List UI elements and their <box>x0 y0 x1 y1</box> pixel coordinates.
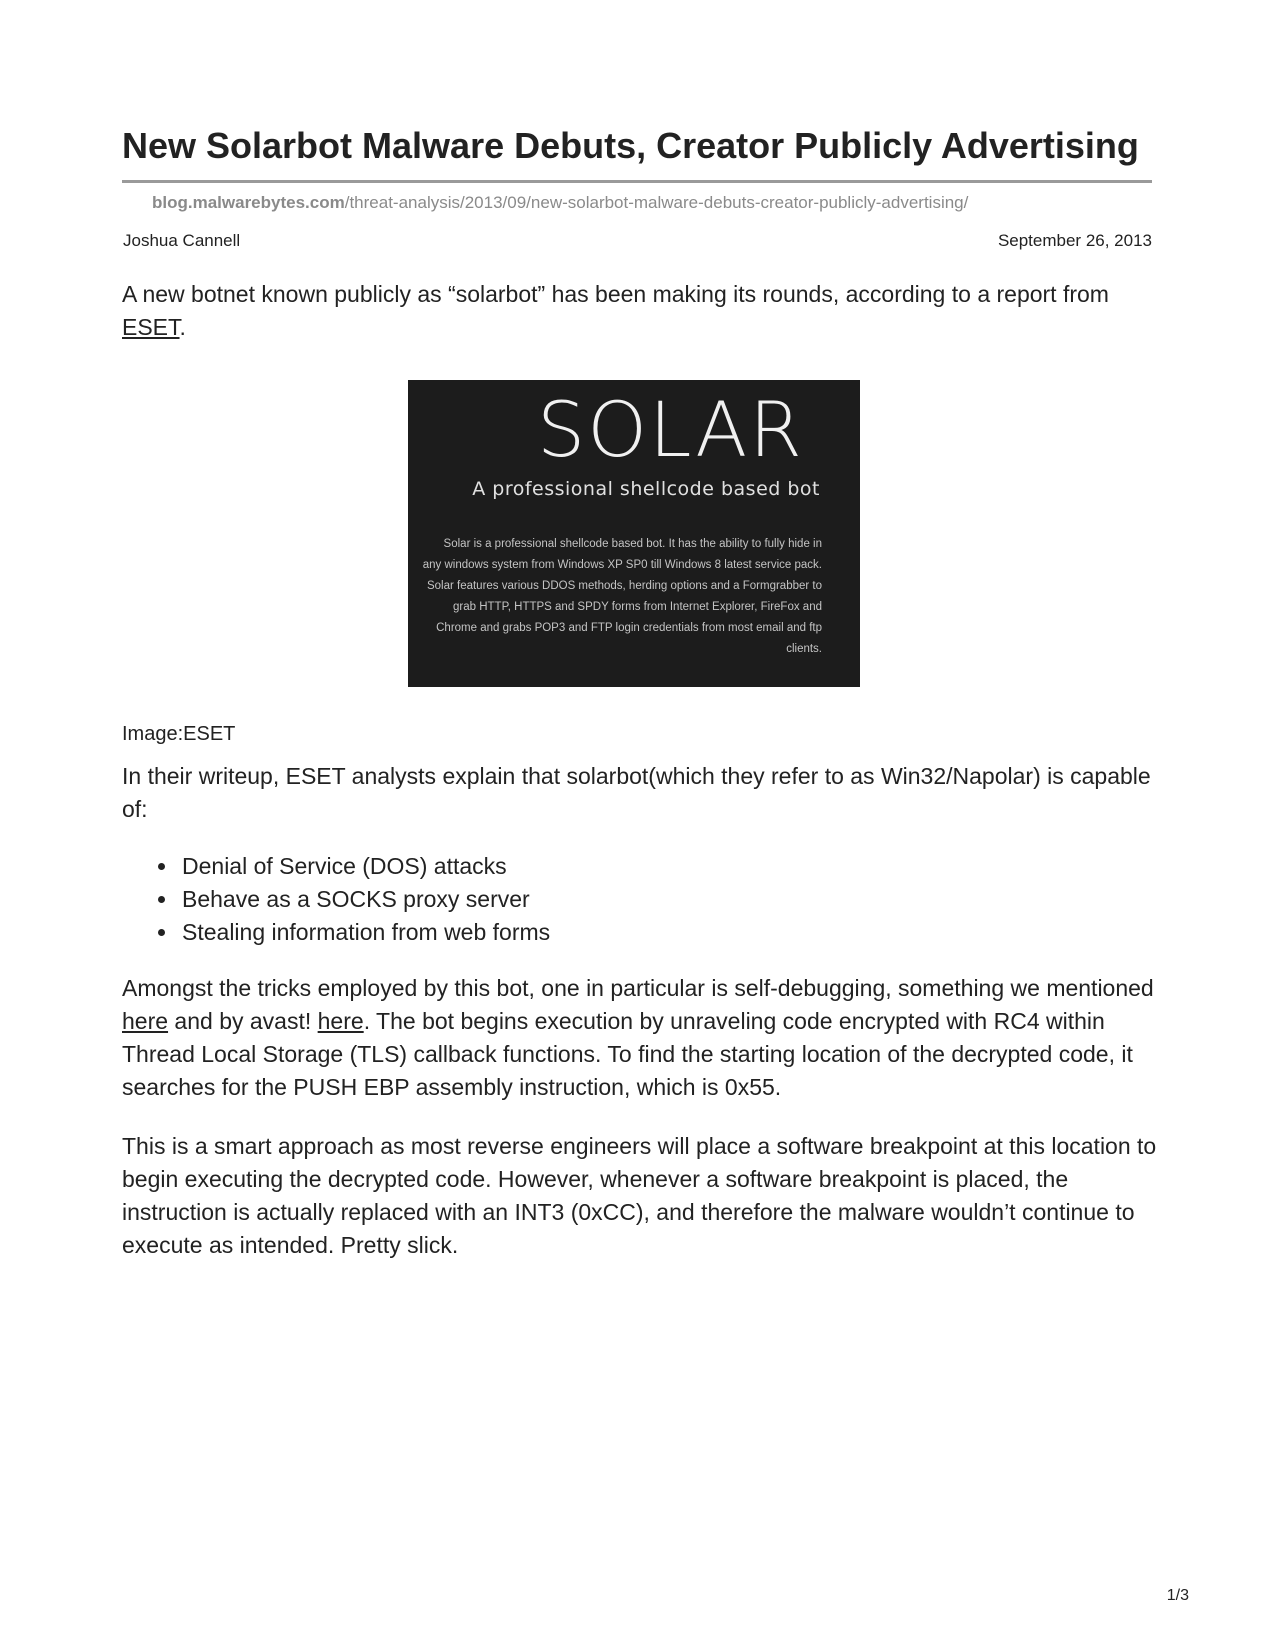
list-item-text: Stealing information from web forms <box>182 919 551 945</box>
article-author: Joshua Cannell <box>123 231 241 250</box>
here-link-avast[interactable]: here <box>317 1008 364 1034</box>
paragraph-text: . The bot begins execution by unraveling code encrypted with RC4 within Thread Local Storage (TLS) callback functions. To find the starting location of the decrypted code, it searches for the PUSH EBP assembly instruction, which is 0x55. <box>122 1008 1133 1100</box>
intro-text-end: . <box>179 314 186 340</box>
solar-ad-image <box>408 380 860 687</box>
intro-text: A new botnet known publicly as “solarbot” has been making its rounds, according to a report from <box>122 281 1109 307</box>
solar-tagline: A professional shellcode based bot <box>472 478 820 500</box>
title-divider <box>122 180 1152 183</box>
list-item <box>122 883 1122 916</box>
article-title: New Solarbot Malware Debuts, Creator Publicly Advertising <box>122 125 1139 166</box>
list-item <box>122 916 1122 949</box>
bullet-dot-icon <box>158 896 165 903</box>
intro-paragraph <box>122 278 1157 344</box>
bullet-dot-icon <box>158 929 165 936</box>
paragraph-text: and by avast! <box>168 1008 318 1034</box>
article-date: September 26, 2013 <box>997 231 1152 250</box>
here-link-malwarebytes[interactable]: here <box>122 1008 169 1034</box>
capabilities-list <box>122 850 1122 949</box>
list-item-text: Behave as a SOCKS proxy server <box>182 886 530 912</box>
page-number: 1/3 <box>1166 1587 1189 1604</box>
url-host: blog.malwarebytes.com <box>152 193 345 212</box>
paragraph-text: Amongst the tricks employed by this bot, one in particular is self-debugging, something we mentioned <box>122 975 1154 1001</box>
capabilities-paragraph: In their writeup, ESET analysts explain that solarbot(which they refer to as Win32/Napolar) is capable of: <box>122 763 1151 822</box>
breakpoint-paragraph: This is a smart approach as most reverse engineers will place a software breakpoint at this location to begin executing the decrypted code. However, whenever a software breakpoint is placed, the instruction is actually replaced with an INT3 (0xCC), and therefore the malware wouldn’t continue to execute as intended. Pretty slick. <box>122 1133 1157 1258</box>
bullet-dot-icon <box>158 863 165 870</box>
self-debugging-paragraph <box>122 972 1157 1104</box>
list-item-text: Denial of Service (DOS) attacks <box>182 853 507 879</box>
list-item <box>122 850 1122 883</box>
solar-logo-text: SOLAR <box>537 385 804 474</box>
url-path: /threat-analysis/2013/09/new-solarbot-malware-debuts-creator-publicly-advertising/ <box>344 193 969 212</box>
solar-description: Solar is a professional shellcode based bot. It has the ability to fully hide in any windows system from Windows XP SP0 till Windows 8 latest service pack. Solar features various DDOS methods, herding options and a Formgrabber to grab HTTP, HTTPS and SPDY forms from Internet Explorer, FireFox and Chrome and grabs POP3 and FTP login credentials from most email and ftp clients. <box>422 538 822 655</box>
source-url[interactable] <box>152 193 968 213</box>
image-caption: Image:ESET <box>122 723 236 745</box>
eset-link[interactable]: ESET <box>122 314 180 340</box>
